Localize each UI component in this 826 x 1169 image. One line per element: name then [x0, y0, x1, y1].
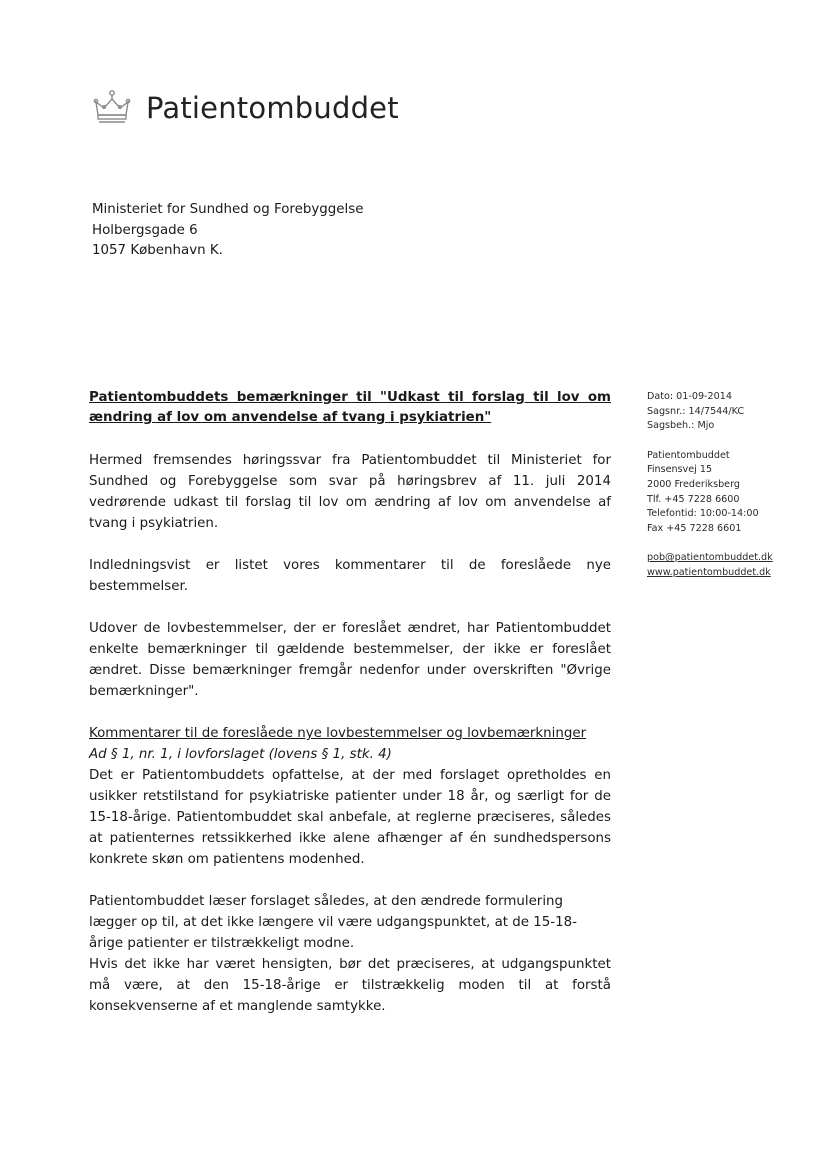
paragraph-intro: Hermed fremsendes høringssvar fra Patientombuddet til Ministeriet for Sundhed og Forebyggelse som svar på høringsbrev af 11. juli 2014 vedrørende udkast til forslag til lov om ændring af lov om anvendelse af tvang i psykiatrien.	[89, 453, 611, 531]
paragraph-legal-status: Det er Patientombuddets opfattelse, at der med forslaget opretholdes en usikker retstilstand for psykiatriske patienter under 18 år, og særligt for de 15-18-årige. Patientombuddet skal anbefale, at reglerne præciseres, således at patienternes retssikkerhed ikke alene afhænger af én sundhedspersons konkrete skøn om patientens modenhed.	[89, 768, 611, 867]
recipient-name: Ministeriet for Sundhed og Forebyggelse	[92, 202, 364, 217]
sender-phone-hours: Telefontid: 10:00-14:00	[647, 508, 759, 520]
letter-subject: Patientombuddets bemærkninger til "Udkast til forslag til lov om ændring af lov om anvendelse af tvang i psykiatrien"	[89, 390, 611, 425]
paragraph-interpretation: Patientombuddet læser forslaget således, at den ændrede formulering lægger op til, at det ikke længere vil være udgangspunktet, at de 15-18-årige patienter er tilstrækkeligt modne.	[89, 894, 578, 951]
crown-icon	[92, 88, 132, 128]
sender-online	[647, 551, 817, 580]
sender-street: Finsensvej 15	[647, 464, 713, 476]
recipient-address	[92, 200, 363, 262]
recipient-city: 1057 København K.	[92, 243, 223, 258]
organization-name: Patientombuddet	[146, 91, 399, 125]
sender-contact	[647, 449, 817, 537]
sender-city: 2000 Frederiksberg	[647, 478, 740, 490]
letterhead-logo	[92, 88, 399, 128]
letter-date: Dato: 01-09-2014	[647, 391, 732, 402]
email-link[interactable]: pob@patientombuddet.dk	[647, 552, 773, 564]
letter-sidebar	[647, 390, 817, 596]
case-info	[647, 390, 817, 434]
section-subheading: Ad § 1, nr. 1, i lovforslaget (lovens § 1, stk. 4)	[89, 747, 392, 762]
recipient-street: Holbergsgade 6	[92, 222, 198, 238]
sender-fax: Fax +45 7228 6601	[647, 522, 742, 534]
paragraph-other-remarks: Udover de lovbestemmelser, der er foreslået ændret, har Patientombuddet enkelte bemærkninger til gældende bestemmelser, der ikke er foreslået ændret. Disse bemærkninger fremgår nedenfor under overskriften "Øvrige bemærkninger".	[89, 621, 611, 699]
paragraph-clarification: Hvis det ikke har været hensigten, bør det præciseres, at udgangspunktet må være, at den 15-18-årige er tilstrækkelig moden til at forstå konsekvenserne af et manglende samtykke.	[89, 957, 611, 1014]
case-officer: Sagsbeh.: Mjo	[647, 420, 715, 432]
sender-name: Patientombuddet	[647, 449, 730, 461]
website-link[interactable]: www.patientombuddet.dk	[647, 566, 771, 578]
section-heading: Kommentarer til de foreslåede nye lovbestemmelser og lovbemærkninger	[89, 726, 587, 741]
letter-body	[89, 388, 611, 1038]
case-number: Sagsnr.: 14/7544/KC	[647, 405, 745, 417]
paragraph-overview: Indledningsvist er listet vores kommentarer til de foreslåede nye bestemmelser.	[89, 558, 611, 594]
sender-phone: Tlf. +45 7228 6600	[647, 493, 740, 505]
